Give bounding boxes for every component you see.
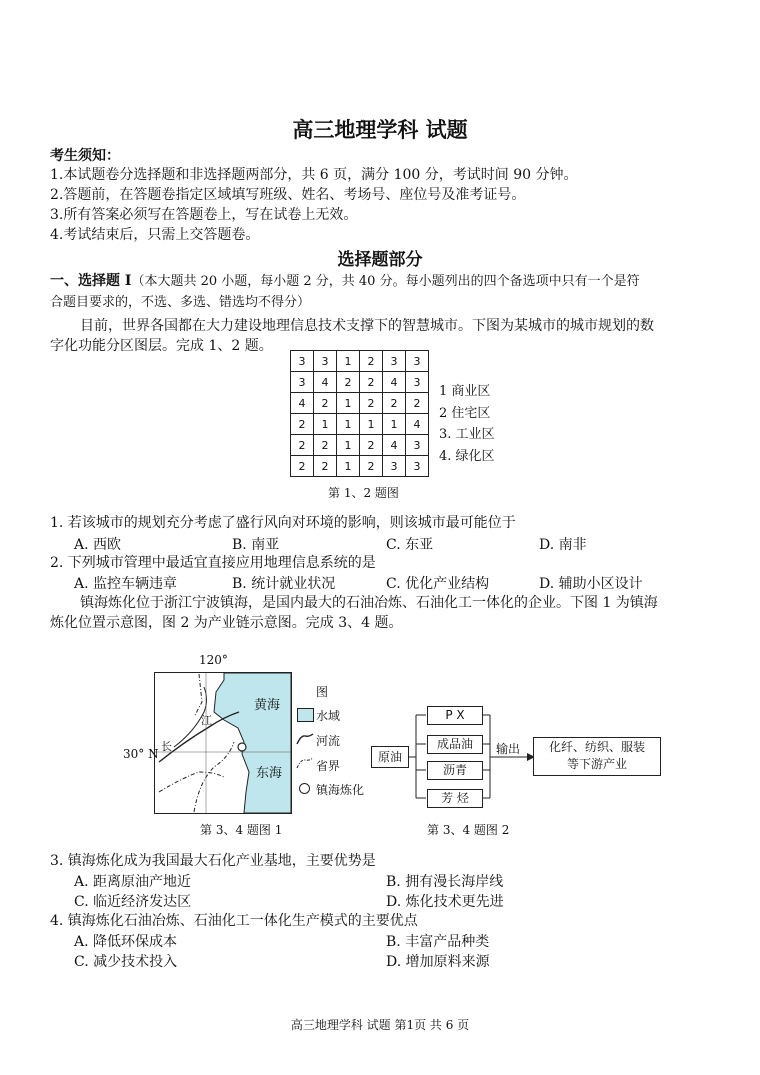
option: B. 拥有漫长海岸线: [386, 874, 504, 890]
option: D. 炼化技术更先进: [386, 894, 504, 910]
option: C. 东亚: [386, 537, 434, 553]
grid-legend-item: 4. 绿化区: [439, 449, 495, 464]
grid-row: [291, 414, 429, 435]
part-label: 一、选择题 I: [50, 273, 132, 289]
figure-caption: 第 3、4 题图 1: [200, 823, 283, 837]
passage-line: 炼化位置示意图，图 2 为产业链示意图。完成 3、4 题。: [50, 615, 403, 631]
grid-cell: 3: [406, 435, 429, 456]
grid-cell: 1: [383, 414, 406, 435]
map-legend-item: 河流: [316, 734, 341, 748]
grid-cell: 2: [337, 372, 360, 393]
passage-line: 目前，世界各国都在大力建设地理信息技术支撑下的智慧城市。下图为某城市的城市规划的数: [80, 318, 654, 334]
grid-cell: 3: [291, 372, 314, 393]
figure-caption: 第 1、2 题图: [328, 486, 399, 500]
map-legend-item: 水域: [316, 709, 341, 723]
part-desc: （本大题共 20 小题，每小题 2 分，共 40 分。每小题列出的四个备选项中只有一个是符: [131, 274, 640, 289]
grid-cell: 1: [360, 414, 383, 435]
grid-cell: 3: [314, 351, 337, 372]
option: C. 减少技术投入: [74, 954, 178, 970]
passage-line: 镇海炼化位于浙江宁波镇海，是国内最大的石油冶炼、石油化工一体化的企业。下图 1 为镇海: [80, 595, 658, 611]
page-footer: 高三地理学科 试题 第1页 共 6 页: [290, 1018, 470, 1032]
map-legend-item: 镇海炼化: [316, 783, 365, 797]
zoning-grid: [290, 350, 429, 477]
map-place-label: 长: [161, 740, 172, 753]
grid-legend-item: 2 住宅区: [439, 406, 491, 421]
chain-product-box: 成品油: [427, 735, 483, 754]
sea-label: 黄海: [254, 698, 281, 713]
map-legend-item: 省界: [316, 759, 341, 773]
grid-cell: 3: [406, 456, 429, 477]
grid-cell: 2: [406, 393, 429, 414]
grid-cell: 4: [291, 393, 314, 414]
option: C. 临近经济发达区: [74, 894, 192, 910]
option: D. 辅助小区设计: [539, 576, 643, 592]
border-icon: [296, 757, 314, 769]
part-desc-cont: 合题目要求的，不选、多选、错选均不得分）: [50, 295, 311, 310]
chain-product-box: 芳 烃: [427, 789, 483, 808]
river-icon: [296, 733, 314, 745]
grid-cell: 1: [337, 393, 360, 414]
passage-line: 字化功能分区图层。完成 1、2 题。: [50, 338, 273, 354]
refinery-icon: [299, 783, 310, 794]
grid-cell: 2: [314, 393, 337, 414]
grid-legend-item: 1 商业区: [439, 384, 491, 399]
map-legend-title: 图: [316, 685, 329, 699]
grid-cell: 2: [291, 456, 314, 477]
notice-item: 2.答题前，在答题卷指定区域填写班级、姓名、考场号、座位号及准考证号。: [50, 187, 526, 203]
notice-item: 3.所有答案必须写在答题卷上，写在试卷上无效。: [50, 207, 358, 223]
grid-cell: 2: [314, 435, 337, 456]
grid-cell: 4: [383, 372, 406, 393]
option: A. 监控车辆违章: [74, 576, 178, 592]
chain-output-line: 化纤、纺织、服装: [548, 740, 645, 754]
option: B. 统计就业状况: [232, 576, 336, 592]
grid-row: [291, 393, 429, 414]
grid-cell: 2: [360, 393, 383, 414]
option: B. 丰富产品种类: [386, 934, 490, 950]
option: A. 距离原油产地近: [74, 874, 192, 890]
grid-cell: 3: [291, 351, 314, 372]
question-stem: 1. 若该城市的规划充分考虑了盛行风向对环境的影响，则该城市最可能位于: [50, 515, 516, 531]
grid-cell: 1: [337, 456, 360, 477]
longitude-label: 120°: [199, 653, 228, 667]
chain-product-box: P X: [427, 706, 483, 725]
chain-arrow-label: 输出: [496, 742, 521, 756]
grid-cell: 2: [360, 372, 383, 393]
section-title: 选择题部分: [337, 250, 423, 270]
grid-cell: 2: [360, 456, 383, 477]
option: D. 南非: [539, 537, 587, 553]
question-stem: 4. 镇海炼化石油冶炼、石油化工一体化生产模式的主要优点: [50, 913, 418, 929]
notice-item: 4.考试结束后，只需上交答题卷。: [50, 227, 260, 243]
chain-output-line: 等下游产业: [566, 757, 627, 771]
latitude-label: 30° N: [123, 747, 159, 761]
question-stem: 3. 镇海炼化成为我国最大石化产业基地，主要优势是: [50, 853, 376, 869]
notice-heading: 考生须知：: [50, 148, 120, 164]
grid-cell: 1: [314, 414, 337, 435]
grid-cell: 2: [360, 435, 383, 456]
chain-output-box: [533, 737, 661, 776]
grid-row: [291, 435, 429, 456]
figure-caption: 第 3、4 题图 2: [427, 823, 510, 837]
grid-cell: 3: [406, 351, 429, 372]
grid-cell: 4: [406, 414, 429, 435]
notice-item: 1.本试题卷分选择题和非选择题两部分，共 6 页，满分 100 分，考试时间 90 分钟。: [50, 167, 578, 183]
grid-legend-item: 3. 工业区: [439, 427, 495, 442]
grid-cell: 3: [383, 351, 406, 372]
grid-row: [291, 351, 429, 372]
grid-cell: 2: [360, 351, 383, 372]
option: C. 优化产业结构: [386, 576, 490, 592]
option: D. 增加原料来源: [386, 954, 490, 970]
option: A. 降低环保成本: [74, 934, 178, 950]
grid-cell: 4: [383, 435, 406, 456]
grid-cell: 3: [383, 456, 406, 477]
grid-cell: 1: [337, 435, 360, 456]
grid-cell: 2: [291, 414, 314, 435]
part-heading: [50, 271, 640, 292]
grid-cell: 4: [314, 372, 337, 393]
map-place-label: 江: [201, 714, 212, 727]
grid-row: [291, 456, 429, 477]
water-swatch: [297, 708, 314, 722]
question-stem: 2. 下列城市管理中最适宜直接应用地理信息系统的是: [50, 555, 376, 571]
chain-product-box: 沥青: [427, 761, 483, 780]
grid-cell: 1: [337, 414, 360, 435]
grid-cell: 2: [383, 393, 406, 414]
option: A. 西欧: [74, 537, 122, 553]
grid-cell: 3: [406, 372, 429, 393]
zhenhai-marker: [238, 743, 246, 751]
grid-cell: 2: [291, 435, 314, 456]
grid-row: [291, 372, 429, 393]
page-title: 高三地理学科 试题: [292, 117, 468, 142]
grid-cell: 2: [314, 456, 337, 477]
sea-label: 东海: [256, 766, 283, 781]
option: B. 南亚: [232, 537, 280, 553]
chain-input-box: 原油: [371, 746, 409, 768]
grid-cell: 1: [337, 351, 360, 372]
